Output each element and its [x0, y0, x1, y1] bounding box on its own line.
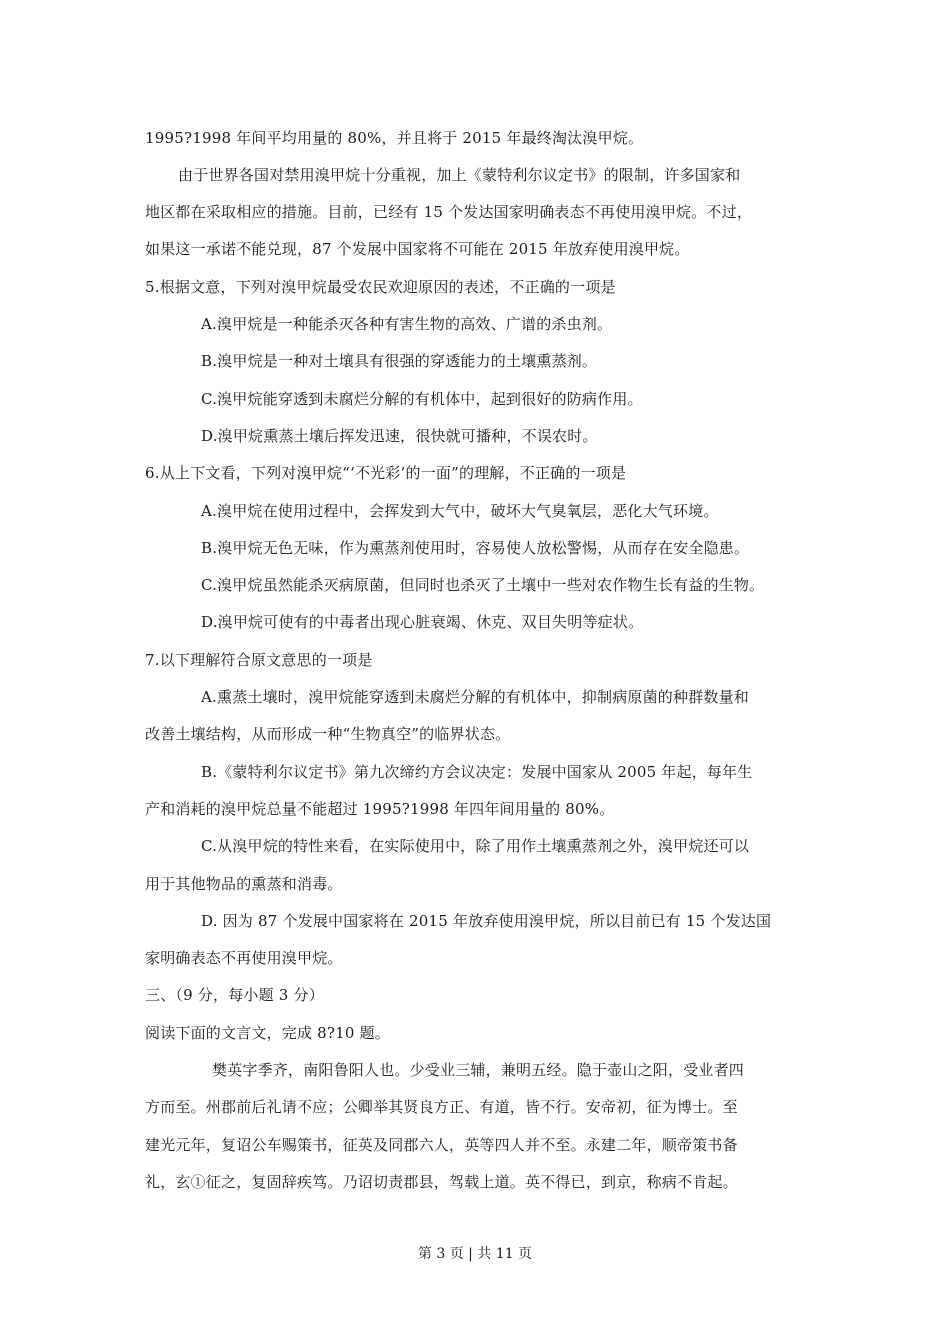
option-5d: D.溴甲烷熏蒸土壤后挥发迅速，很快就可播种，不误农时。: [201, 427, 598, 445]
option-7d-cont: 家明确表态不再使用溴甲烷。: [145, 949, 343, 967]
option-7a-cont: 改善土壤结构，从而形成一种“生物真空”的临界状态。: [145, 725, 511, 743]
classical-text-line: 方而至。州郡前后礼请不应；公卿举其贤良方正、有道，皆不行。安帝初，征为博士。至: [145, 1098, 738, 1116]
question-6: 6.从上下文看，下列对溴甲烷“‘不光彩’的一面”的理解，不正确的一项是: [145, 464, 627, 482]
option-6b: B.溴甲烷无色无味，作为熏蒸剂使用时，容易使人放松警惕，从而存在安全隐患。: [201, 539, 750, 557]
classical-text-line: 礼，玄①征之，复固辞疾笃。乃诏切责郡县，驾载上道。英不得已，到京，称病不肯起。: [145, 1173, 738, 1191]
option-5c: C.溴甲烷能穿透到未腐烂分解的有机体中，起到很好的防病作用。: [201, 390, 643, 408]
text-line: 1995?1998 年间平均用量的 80%，并且将于 2015 年最终淘汰溴甲烷。: [145, 129, 644, 147]
option-7a: A.熏蒸土壤时，溴甲烷能穿透到未腐烂分解的有机体中，抑制病原菌的种群数量和: [201, 688, 750, 706]
option-7b: B.《蒙特利尔议定书》第九次缔约方会议决定：发展中国家从 2005 年起，每年生: [201, 763, 753, 781]
option-6c: C.溴甲烷虽然能杀灭病原菌，但同时也杀灭了土壤中一些对农作物生长有益的生物。: [201, 576, 765, 594]
section-instruction: 阅读下面的文言文，完成 8?10 题。: [145, 1024, 391, 1042]
option-7c: C.从溴甲烷的特性来看，在实际使用中，除了用作土壤熏蒸剂之外，溴甲烷还可以: [201, 837, 750, 855]
text-line: 由于世界各国对禁用溴甲烷十分重视，加上《蒙特利尔议定书》的限制，许多国家和: [178, 166, 741, 184]
question-7: 7.以下理解符合原文意思的一项是: [145, 651, 373, 669]
section-heading: 三、（9 分，每小题 3 分）: [145, 986, 324, 1004]
option-6d: D.溴甲烷可使有的中毒者出现心脏衰竭、休克、双目失明等症状。: [201, 613, 644, 631]
question-5: 5.根据文意，下列对溴甲烷最受农民欢迎原因的表述，不正确的一项是: [145, 278, 616, 296]
classical-text-line: 建光元年，复诏公车赐策书，征英及同郡六人，英等四人并不至。永建二年，顺帝策书备: [145, 1136, 738, 1154]
option-7c-cont: 用于其他物品的熏蒸和消毒。: [145, 875, 343, 893]
text-line: 如果这一承诺不能兑现，87 个发展中国家将不可能在 2015 年放弃使用溴甲烷。: [145, 240, 690, 258]
option-6a: A.溴甲烷在使用过程中，会挥发到大气中，破坏大气臭氧层，恶化大气环境。: [201, 502, 719, 520]
page-footer: 第 3 页 | 共 11 页: [417, 1246, 533, 1262]
option-5b: B.溴甲烷是一种对土壤具有很强的穿透能力的土壤熏蒸剂。: [201, 352, 598, 370]
option-7d: D. 因为 87 个发展中国家将在 2015 年放弃使用溴甲烷，所以目前已有 15 个发达国: [201, 912, 772, 930]
classical-text-line: 樊英字季齐，南阳鲁阳人也。少受业三辅，兼明五经。隐于壶山之阳，受业者四: [212, 1061, 745, 1079]
option-7b-cont: 产和消耗的溴甲烷总量不能超过 1995?1998 年四年间用量的 80%。: [145, 800, 615, 818]
text-line: 地区都在采取相应的措施。目前，已经有 15 个发达国家明确表态不再使用溴甲烷。不过，: [145, 203, 753, 221]
option-5a: A.溴甲烷是一种能杀灭各种有害生物的高效、广谱的杀虫剂。: [201, 315, 613, 333]
